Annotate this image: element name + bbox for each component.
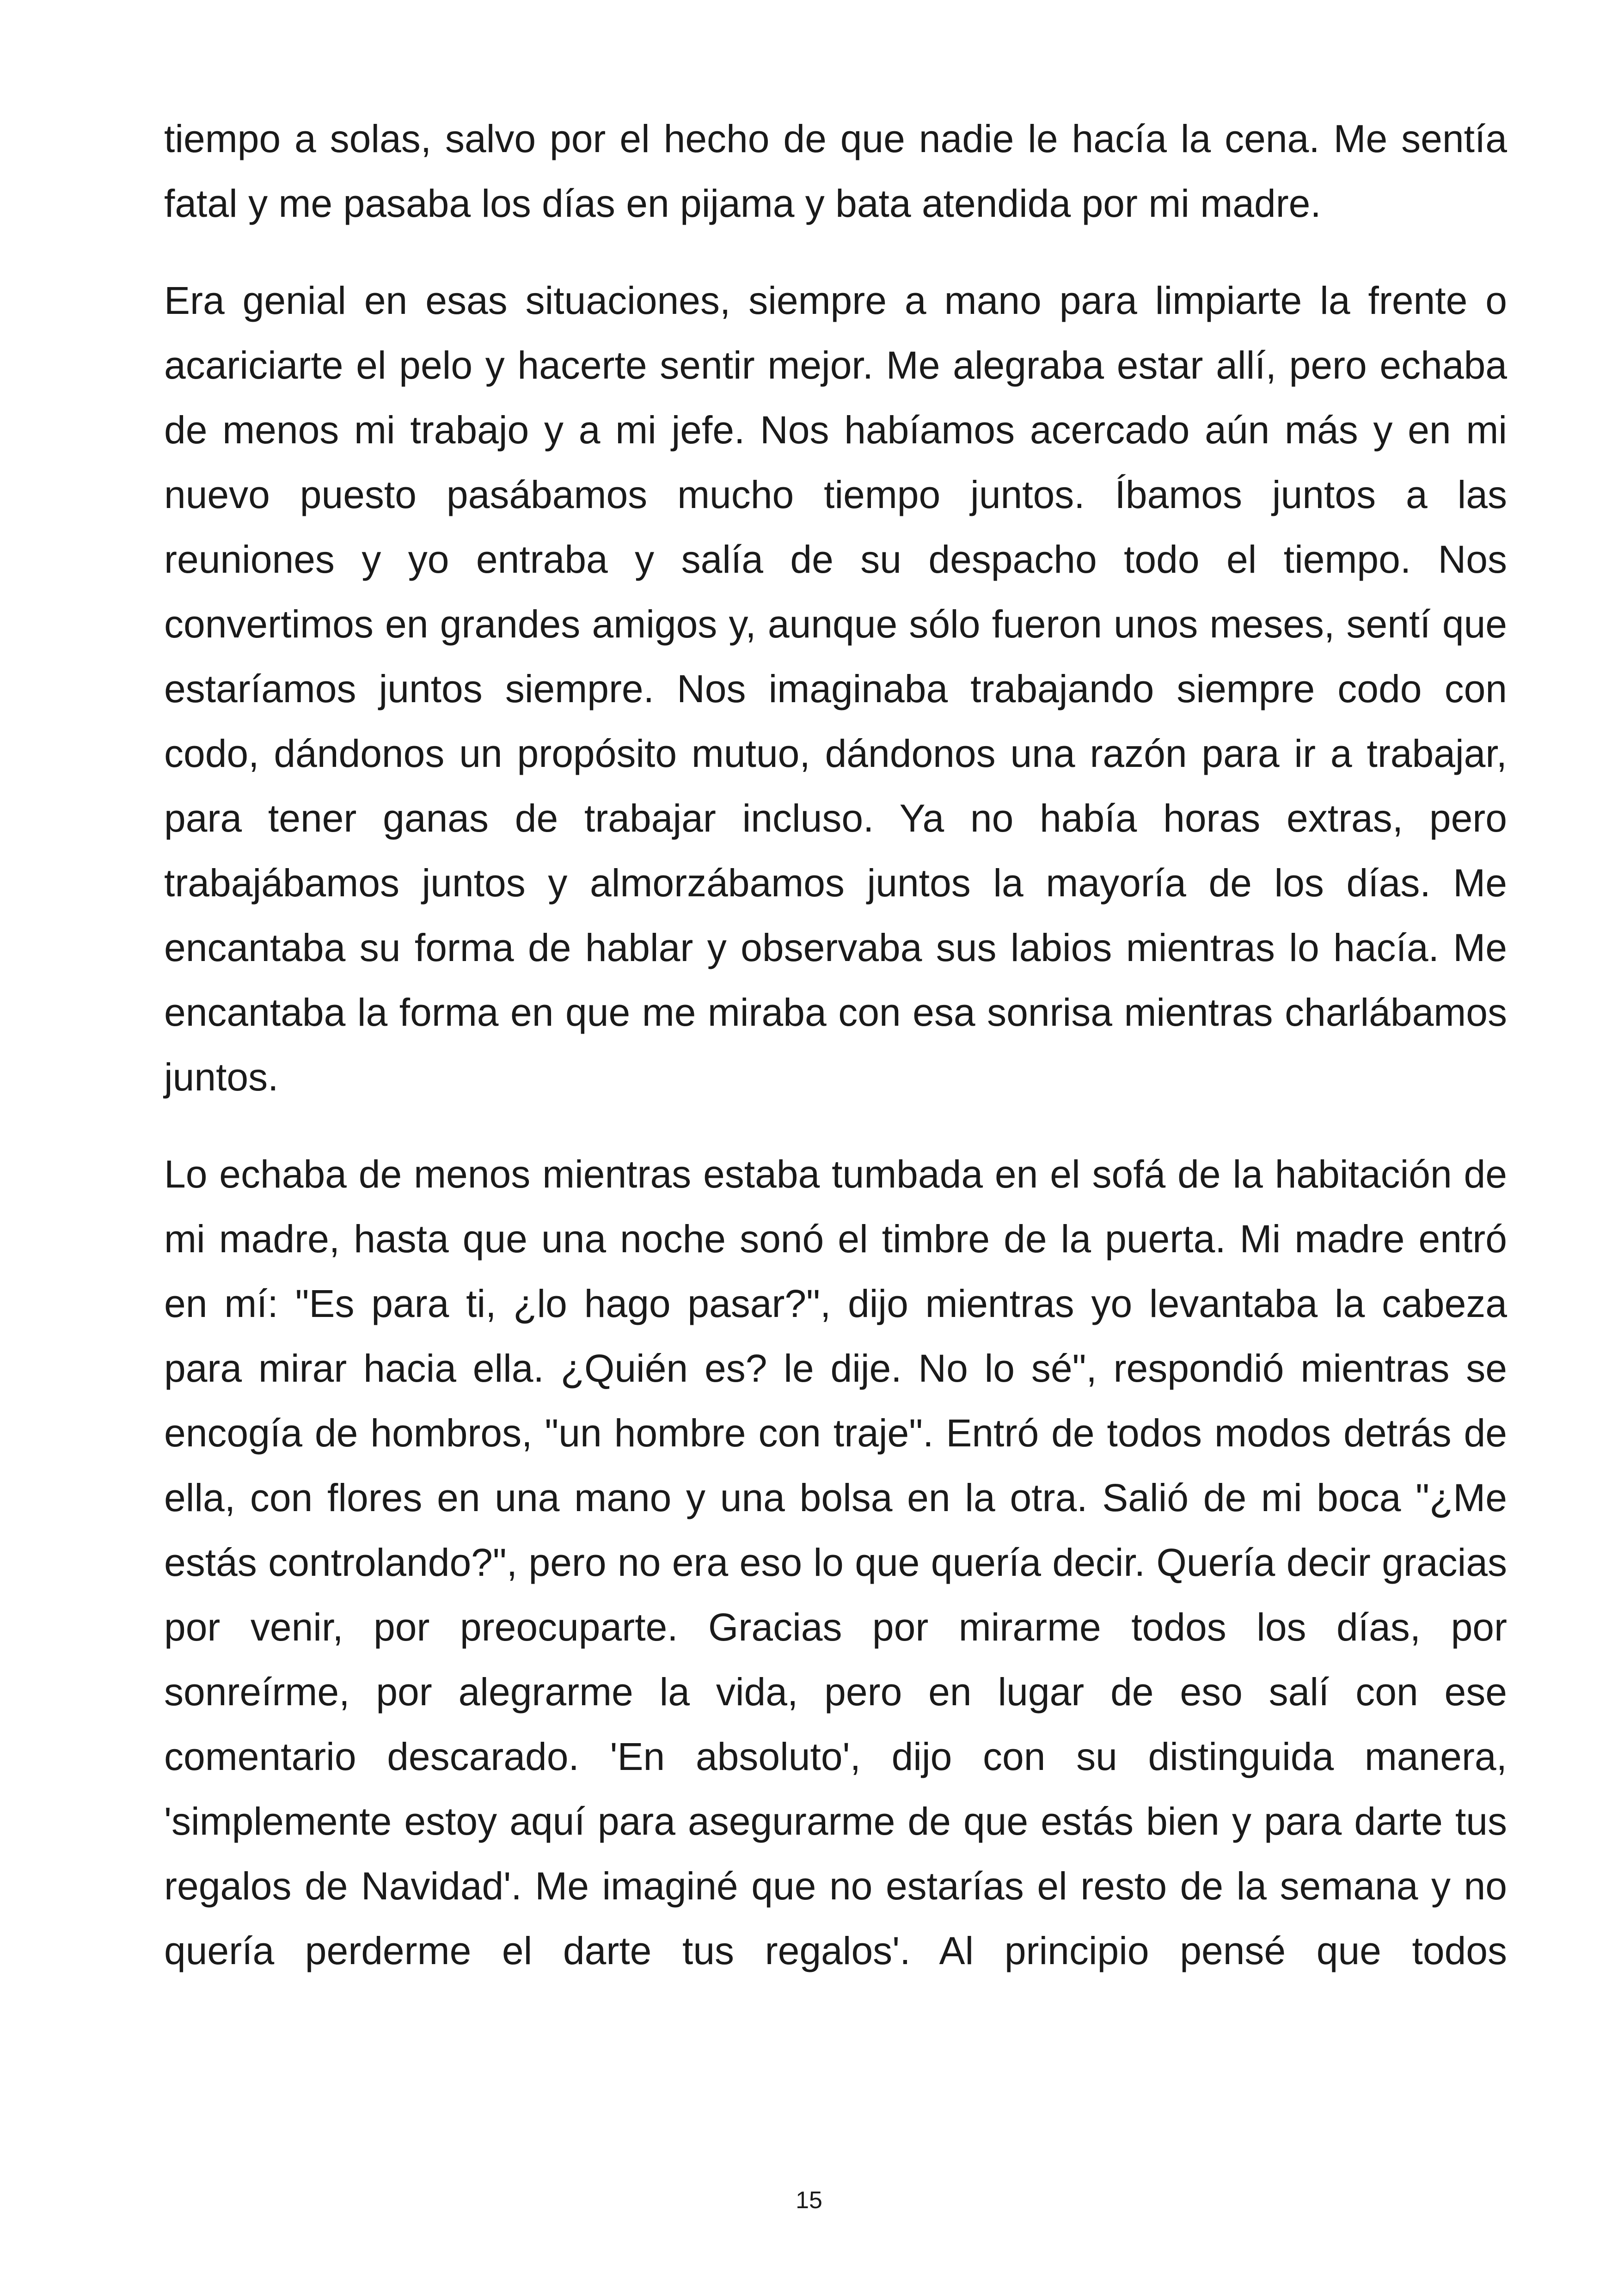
paragraph-1: tiempo a solas, salvo por el hecho de que nadie le hacía la cena. Me sentía fatal y me pasaba los días en pijama y bata atendida por mi madre. (164, 117, 1507, 225)
paragraph-3: Lo echaba de menos mientras estaba tumbada en el sofá de la habitación de mi madre, hasta que una noche sonó el timbre de la puerta. Mi madre entró en mí: "Es para ti, ¿lo hago pasar?", dijo mientras yo levantaba la cabeza para mirar hacia ella. ¿Quién es? le dije. No lo sé", respondió mientras se encogía de hombros, "un hombre con traje". Entró de todos modos detrás de ella, con flores en una mano y una bolsa en la otra. Salió de mi boca "¿Me estás controlando?", pero no era eso lo que quería decir. Quería decir gracias por venir, por preocuparte. Gracias por mirarme todos los días, por sonreírme, por alegrarme la vida, pero en lugar de eso salí con ese comentario descarado. 'En absoluto', dijo con su distinguida manera, 'simplemente estoy aquí para asegurarme de que estás bien y para darte tus regalos de Navidad'. Me imaginé que no estarías el resto de la semana y no quería perderme el darte tus regalos'. Al principio pensé que todos (164, 1152, 1507, 1972)
paragraph-2: Era genial en esas situaciones, siempre a mano para limpiarte la frente o acariciarte el pelo y hacerte sentir mejor. Me alegraba estar allí, pero echaba de menos mi trabajo y a mi jefe. Nos habíamos acercado aún más y en mi nuevo puesto pasábamos mucho tiempo juntos. Íbamos juntos a las reuniones y yo entraba y salía de su despacho todo el tiempo. Nos convertimos en grandes amigos y, aunque sólo fueron unos meses, sentí que estaríamos juntos siempre. Nos imaginaba trabajando siempre codo con codo, dándonos un propósito mutuo, dándonos una razón para ir a trabajar, para tener ganas de trabajar incluso. Ya no había horas extras, pero trabajábamos juntos y almorzábamos juntos la mayoría de los días. Me encantaba su forma de hablar y observaba sus labios mientras lo hacía. Me encantaba la forma en que me miraba con esa sonrisa mientras charlábamos juntos. (164, 279, 1507, 1099)
page-number: 15 (796, 2187, 822, 2214)
body-text (164, 106, 1507, 1983)
